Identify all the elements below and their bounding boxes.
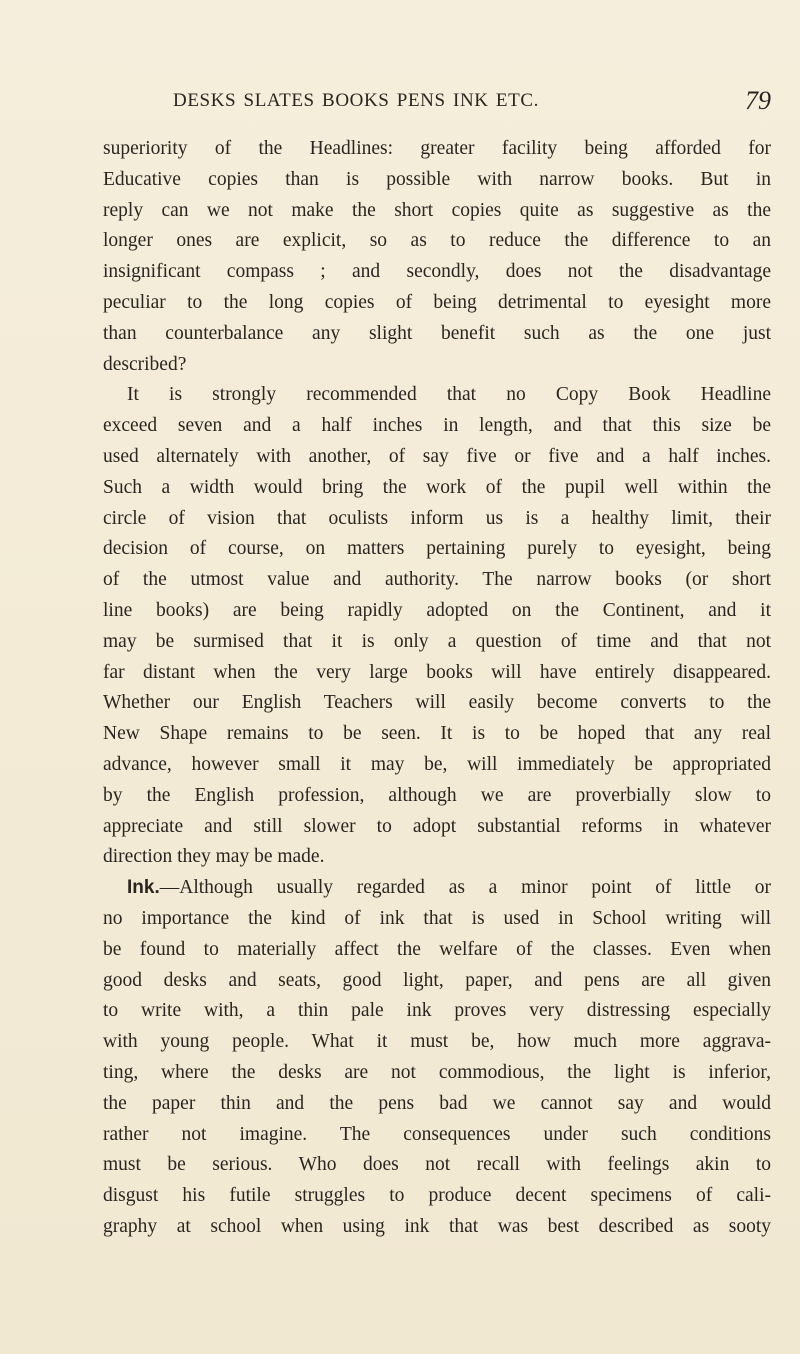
running-head: [103, 88, 771, 118]
text-line: insignificant compass ; and secondly, does not the disadvantage: [103, 261, 771, 283]
text-line: far distant when the very large books will have entirely disappeared.: [103, 661, 771, 683]
text-line: direction they may be made.: [103, 846, 325, 868]
text-line: Whether our English Teachers will easily become converts to the: [103, 692, 771, 714]
text-line: than counterbalance any slight benefit such as the one just: [103, 322, 771, 344]
running-title: DESKS SLATES BOOKS PENS INK ETC.: [173, 90, 539, 111]
text-line: graphy at school when using ink that was best described as sooty: [103, 1215, 771, 1237]
text-line: by the English profession, although we are proverbially slow to: [103, 784, 771, 806]
text-line: exceed seven and a half inches in length, and that this size be: [103, 415, 771, 437]
text-line: appreciate and still slower to adopt substantial reforms in whatever: [103, 815, 771, 837]
text-line: be found to materially affect the welfare of the classes. Even when: [103, 938, 771, 960]
text-line: superiority of the Headlines: greater facility being afforded for: [103, 138, 771, 159]
text-line: New Shape remains to be seen. It is to be hoped that any real: [103, 723, 771, 745]
ink-paragraph-first-line: [103, 873, 771, 904]
text-line: peculiar to the long copies of being detrimental to eyesight more: [103, 291, 771, 313]
text-line: It is strongly recommended that no Copy Book Headline: [127, 384, 771, 406]
text-line: Educative copies than is possible with narrow books. But in: [103, 168, 771, 190]
text-line: used alternately with another, of say five or five and a half inches.: [103, 445, 771, 467]
text-line: good desks and seats, good light, paper, and pens are all given: [103, 969, 771, 991]
body-text: [103, 134, 771, 1243]
text-line: the paper thin and the pens bad we cannot say and would: [103, 1092, 771, 1114]
text-line: reply can we not make the short copies quite as suggestive as the: [103, 199, 771, 221]
page-number: 79: [745, 86, 771, 115]
text-line: longer ones are explicit, so as to reduce the difference to an: [103, 230, 771, 252]
text-line: to write with, a thin pale ink proves very distressing especially: [103, 1000, 771, 1022]
text-line: —Although usually regarded as a minor point of little or: [159, 877, 771, 899]
text-line: must be serious. Who does not recall with feelings akin to: [103, 1154, 771, 1176]
text-line: line books) are being rapidly adopted on the Continent, and it: [103, 599, 771, 621]
text-line: decision of course, on matters pertaining purely to eyesight, being: [103, 538, 771, 560]
text-line: with young people. What it must be, how much more aggrava-: [103, 1031, 771, 1053]
text-line: Such a width would bring the work of the pupil well within the: [103, 476, 771, 498]
text-line: may be surmised that it is only a question of time and that not: [103, 630, 771, 652]
text-line: circle of vision that oculists inform us is a healthy limit, their: [103, 507, 771, 529]
text-line: rather not imagine. The consequences under such conditions: [103, 1123, 771, 1145]
text-line: disgust his futile struggles to produce decent specimens of cali-: [103, 1185, 771, 1207]
text-line: advance, however small it may be, will immediately be appropriated: [103, 753, 771, 775]
text-line: of the utmost value and authority. The narrow books (or short: [103, 569, 771, 591]
text-line: no importance the kind of ink that is used in School writing will: [103, 907, 771, 929]
text-line: ting, where the desks are not commodious, the light is inferior,: [103, 1061, 771, 1083]
ink-heading: Ink.: [127, 877, 160, 899]
text-line: described?: [103, 353, 187, 375]
